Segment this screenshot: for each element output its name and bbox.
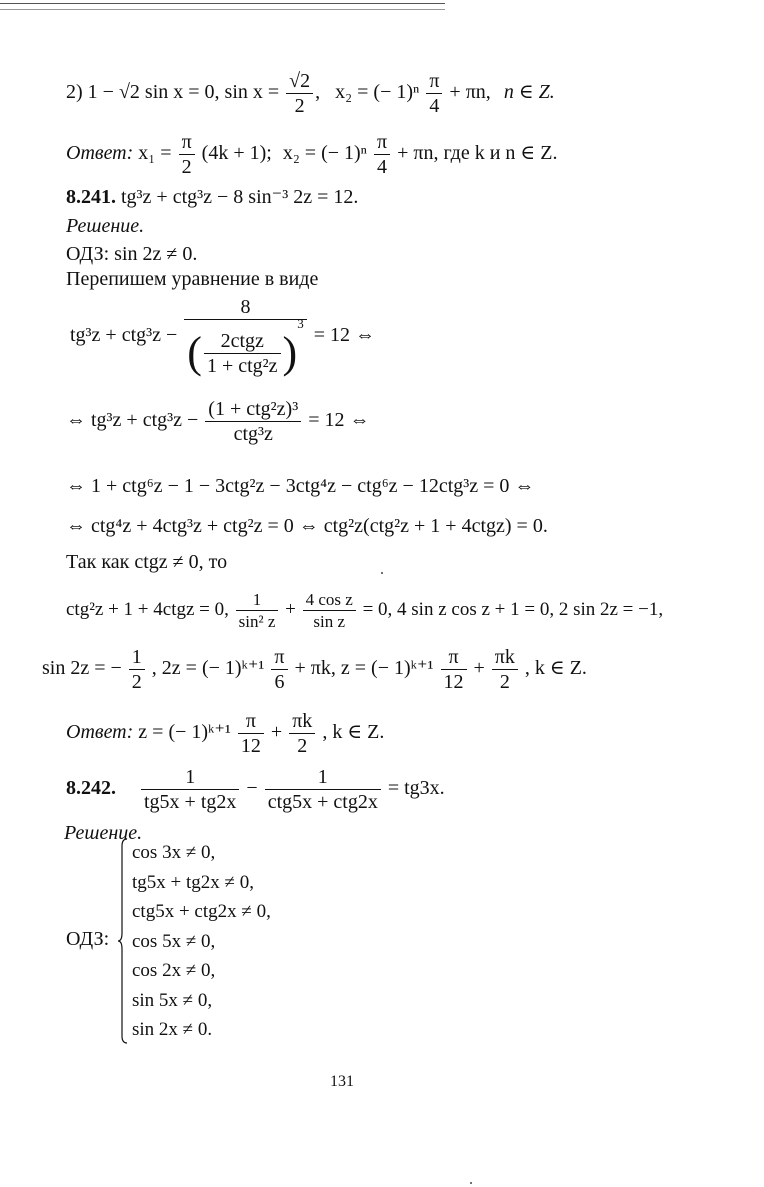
top-rule-thin — [0, 9, 445, 10]
step-1-rhs: = 12 ⇔ — [313, 324, 375, 347]
fraction: $\frac{\pi}{4}$ — [374, 131, 390, 178]
step-6-lhs: sin 2z = − — [42, 657, 122, 680]
step-2-lhs: ⇔ tg³z + ctg³z − — [66, 409, 199, 432]
fraction: $\frac{\pi}{12}$ — [441, 646, 467, 693]
prev-case-eq1: 1 − √2 sin x = 0, — [87, 81, 220, 104]
solution-label: Решение. — [66, 215, 145, 237]
problem-242-title — [66, 766, 445, 813]
step-5-rhs: = 0, 4 sin z cos z + 1 = 0, 2 sin 2z = −1, — [362, 598, 664, 620]
top-rule — [0, 3, 445, 4]
odz-condition: sin 2x ≠ 0. — [132, 1019, 213, 1040]
fraction: $\frac{\pi}{6}$ — [271, 646, 287, 693]
speck — [470, 1182, 472, 1184]
fraction: $\frac{√2}{2}$ — [286, 70, 313, 117]
fraction: $\frac{1}{2}$ — [129, 646, 145, 693]
prev-answer-a1-rhs: (4k + 1); — [201, 142, 272, 165]
odz-condition: sin 5x ≠ 0, — [132, 989, 213, 1011]
odz-line: ОДЗ: sin 2z ≠ 0. — [66, 243, 198, 265]
odz-condition: cos 5x ≠ 0, — [132, 930, 216, 952]
step-6-mid: , 2z = (− 1)ᵏ⁺¹ — [151, 657, 265, 680]
fraction: $\frac{1}{tg5x + tg2x}$ — [141, 766, 239, 813]
fraction: $\frac{\pi}{12}$ — [238, 710, 264, 757]
step-4: ⇔ ctg⁴z + 4ctg³z + ctg²z = 0 ⇔ ctg²z(ctg²z + 1 + 4ctgz) = 0. — [66, 515, 548, 537]
step-1-lhs: tg³z + ctg³z − — [70, 324, 178, 347]
problem-number: 8.242. — [66, 777, 116, 800]
answer-rhs: , k ∈ Z. — [322, 721, 385, 744]
answer-label: Ответ: — [66, 142, 134, 165]
fraction: $\frac{\pi k}{2}$ — [289, 710, 315, 757]
odz-condition: cos 3x ≠ 0, — [132, 842, 216, 863]
answer-lhs: z = (− 1)ᵏ⁺¹ — [138, 721, 231, 744]
prev-case-item: 2) — [66, 81, 83, 104]
curly-brace-icon — [118, 838, 128, 1044]
step-6-mid2: + πk, z = (− 1)ᵏ⁺¹ — [294, 657, 434, 680]
prev-answer-a2-lhs: x₂ = (− 1)ⁿ — [282, 142, 367, 165]
problem-equation: tg³z + ctg³z − 8 sin⁻³ 2z = 12. — [121, 186, 359, 208]
answer-label: Ответ: — [66, 721, 134, 744]
rewrite-line: Перепишем уравнение в виде — [66, 268, 319, 290]
fraction: $\frac{\pi}{4}$ — [426, 70, 442, 117]
fraction: $\frac{\text{4 cos z}}{\text{sin z}}$ — [303, 590, 356, 631]
prev-case-domain: n ∈ Z. — [503, 81, 555, 104]
problem-241-title — [66, 186, 358, 208]
problem-number: 8.241. — [66, 186, 116, 208]
speck — [381, 572, 383, 574]
plus-sign: + — [285, 598, 296, 620]
odz-condition: ctg5x + ctg2x ≠ 0, — [132, 901, 271, 922]
plus-sign: + — [473, 657, 485, 680]
step-5-lhs: ctg²z + 1 + 4ctgz = 0, — [66, 598, 229, 620]
prev-case-eq3-rhs: + πn, — [449, 81, 491, 104]
fraction: $\frac{\pi k}{2}$ — [492, 646, 518, 693]
problem-242-rhs: = tg3x. — [387, 777, 445, 800]
step-3: ⇔ 1 + ctg⁶z − 1 − 3ctg²z − 3ctg⁴z − ctg⁶z − 12ctg³z = 0 ⇔ — [66, 475, 535, 497]
plus-sign: + — [270, 721, 283, 744]
solution-label: Решение. — [64, 822, 143, 844]
step-2-rhs: = 12 ⇔ — [308, 409, 370, 432]
answer-241 — [66, 710, 384, 757]
step-2 — [66, 398, 369, 445]
prev-answer-a2-rhs: + πn, где k и n ∈ Z. — [397, 142, 558, 165]
fraction: $\frac{\pi}{2}$ — [179, 131, 195, 178]
fraction: (1 + ctg²z)³ ctg³z — [205, 398, 301, 445]
page-number: 131 — [330, 1073, 354, 1090]
prev-answer-line — [66, 131, 557, 178]
since-line: Так как ctgz ≠ 0, то — [66, 551, 228, 573]
step-6 — [42, 646, 587, 693]
prev-case-eq3-lhs: x₂ = (− 1)ⁿ — [335, 81, 420, 104]
odz-condition: tg5x + tg2x ≠ 0, — [132, 871, 254, 893]
prev-answer-a1-lhs: x₁ = — [138, 142, 172, 165]
step-6-rhs: , k ∈ Z. — [524, 657, 587, 680]
prev-case-line: 2) 1 − √2 sin x = 0, sin x = $\frac{√2}{2}$ , x₂ = (− 1)ⁿ $\frac{\pi}{4}$ + πn, n ∈ Z. — [66, 70, 555, 117]
prev-case-eq2-lhs: sin x = — [224, 81, 280, 104]
step-1 — [70, 296, 375, 377]
fraction: $\frac{1}{\text{sin² z}}$ — [236, 590, 279, 631]
nested-fraction: 8 ( 2ctgz 1 + ctg²z )$^3$ — [184, 296, 306, 377]
odz-label: ОДЗ: — [66, 928, 110, 950]
minus-sign: − — [246, 777, 258, 800]
odz-conditions — [132, 838, 271, 1045]
odz-condition: cos 2x ≠ 0, — [132, 960, 216, 981]
step-5 — [66, 590, 663, 631]
fraction: 1 ctg5x + ctg2x — [265, 766, 381, 813]
